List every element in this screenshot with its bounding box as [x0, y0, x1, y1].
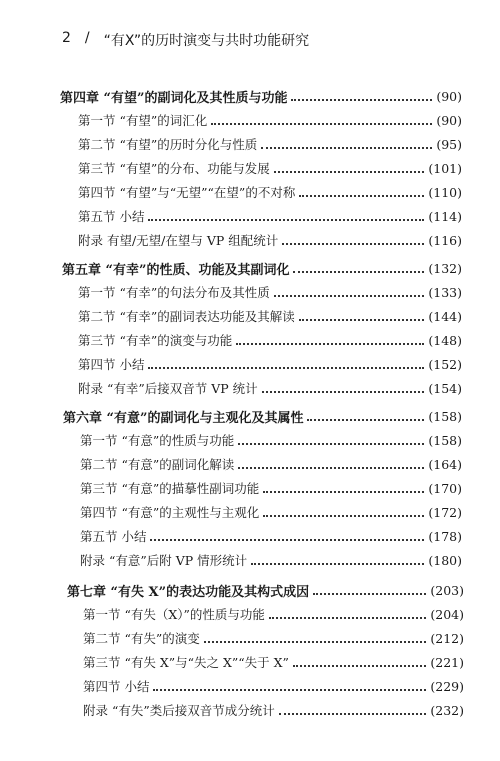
leader-dots — [293, 259, 424, 273]
entry-page: (116) — [428, 232, 462, 248]
leader-dots — [274, 283, 425, 297]
chapter-7 — [0, 578, 500, 722]
toc-entry — [0, 428, 500, 452]
toc-entry — [0, 180, 500, 204]
leader-dots — [299, 183, 424, 197]
leader-dots — [313, 581, 426, 595]
toc-entry — [0, 376, 500, 400]
entry-label: 第一节 “有幸”的句法分布及其性质 — [78, 285, 270, 300]
toc-entry — [0, 524, 500, 548]
leader-dots — [262, 379, 425, 393]
entry-label: 第二节 “有意”的副词化解读 — [80, 457, 235, 472]
leader-dots — [238, 455, 424, 469]
entry-page: (90) — [436, 112, 462, 128]
entry-label: 第三节 “有意”的描摹性副词功能 — [80, 481, 260, 496]
entry-page: (180) — [428, 552, 462, 568]
chapter-page: (90) — [436, 88, 462, 104]
entry-page: (232) — [430, 702, 464, 718]
toc-entry — [0, 476, 500, 500]
entry-label: 附录 “有意”后附 VP 情形统计 — [80, 553, 248, 568]
page-number: 2 — [62, 30, 71, 46]
chapter-page: (132) — [428, 260, 462, 276]
leader-dots — [269, 605, 426, 619]
entry-label: 第四节 “有望”与“无望”“在望”的不对称 — [78, 185, 296, 200]
leader-dots — [204, 629, 427, 643]
chapter-title: 第七章 “有失 X”的表达功能及其构式成因 — [67, 584, 310, 600]
entry-page: (148) — [428, 332, 462, 348]
leader-dots — [148, 207, 424, 221]
entry-label: 第三节 “有望”的分布、功能与发展 — [78, 161, 270, 176]
leader-dots — [282, 231, 424, 245]
entry-page: (172) — [428, 504, 462, 520]
leader-dots — [251, 551, 424, 565]
toc-entry — [0, 674, 500, 698]
entry-page: (229) — [430, 678, 464, 694]
leader-dots — [211, 111, 432, 125]
entry-page: (170) — [428, 480, 462, 496]
entry-label: 第三节 “有幸”的演变与功能 — [78, 333, 233, 348]
entry-label: 第一节 “有失（X）”的性质与功能 — [83, 607, 265, 622]
toc-entry — [0, 352, 500, 376]
chapter-title: 第五章 “有幸”的性质、功能及其副词化 — [62, 262, 290, 278]
chapter-title-row — [0, 404, 500, 428]
entry-label: 第二节 “有失”的演变 — [83, 631, 200, 646]
entry-page: (133) — [428, 284, 462, 300]
header-separator: / — [84, 30, 90, 46]
entry-label: 第一节 “有望”的词汇化 — [78, 113, 208, 128]
leader-dots — [274, 159, 425, 173]
chapter-page: (158) — [428, 408, 462, 424]
entry-label: 第四节 小结 — [78, 357, 145, 372]
leader-dots — [291, 87, 432, 101]
leader-dots — [307, 407, 424, 421]
leader-dots — [261, 135, 432, 149]
entry-page: (221) — [430, 654, 464, 670]
toc-entry — [0, 304, 500, 328]
chapter-page: (203) — [430, 582, 464, 598]
entry-page: (101) — [428, 160, 462, 176]
chapter-6 — [0, 404, 500, 572]
leader-dots — [238, 431, 424, 445]
leader-dots — [153, 677, 426, 691]
entry-page: (114) — [428, 208, 462, 224]
leader-dots — [263, 479, 424, 493]
entry-label: 附录 “有失”类后接双音节成分统计 — [83, 703, 275, 718]
toc-entry — [0, 280, 500, 304]
toc-entry — [0, 132, 500, 156]
toc-entry — [0, 650, 500, 674]
entry-page: (212) — [430, 630, 464, 646]
entry-label: 附录 有望/无望/在望与 VP 组配统计 — [78, 233, 279, 248]
book-title: “有X”的历时演变与共时功能研究 — [103, 33, 310, 49]
entry-label: 第二节 “有幸”的副词表达功能及其解读 — [78, 309, 295, 324]
toc-entry — [0, 228, 500, 252]
chapter-title-row — [0, 84, 500, 108]
leader-dots — [293, 653, 426, 667]
entry-page: (164) — [428, 456, 462, 472]
entry-page: (110) — [428, 184, 462, 200]
leader-dots — [279, 701, 427, 715]
leader-dots — [263, 503, 424, 517]
toc-entry — [0, 204, 500, 228]
entry-label: 第五节 小结 — [78, 209, 145, 224]
entry-label: 第三节 “有失 X”与“失之 X”“失于 X” — [83, 655, 289, 670]
entry-label: 附录 “有幸”后接双音节 VP 统计 — [78, 381, 258, 396]
leader-dots — [236, 331, 424, 345]
entry-page: (152) — [428, 356, 462, 372]
chapter-title: 第六章 “有意”的副词化与主观化及其属性 — [63, 410, 304, 426]
toc-entry — [0, 602, 500, 626]
toc-entry — [0, 452, 500, 476]
toc-entry — [0, 156, 500, 180]
toc-entry — [0, 500, 500, 524]
entry-label: 第一节 “有意”的性质与功能 — [80, 433, 235, 448]
leader-dots — [150, 527, 424, 541]
toc-entry — [0, 328, 500, 352]
entry-label: 第四节 “有意”的主观性与主观化 — [80, 505, 260, 520]
chapter-4 — [0, 84, 500, 252]
entry-page: (95) — [436, 136, 462, 152]
entry-page: (158) — [428, 432, 462, 448]
chapter-title-row — [0, 256, 500, 280]
leader-dots — [299, 307, 425, 321]
entry-page: (178) — [428, 528, 462, 544]
entry-page: (144) — [428, 308, 462, 324]
chapter-5 — [0, 256, 500, 400]
entry-label: 第二节 “有望”的历时分化与性质 — [78, 137, 258, 152]
entry-page: (204) — [430, 606, 464, 622]
toc-entry — [0, 108, 500, 132]
toc-entry — [0, 548, 500, 572]
leader-dots — [148, 355, 424, 369]
chapter-title-row — [0, 578, 500, 602]
chapter-title: 第四章 “有望”的副词化及其性质与功能 — [60, 90, 288, 106]
entry-label: 第五节 小结 — [80, 529, 147, 544]
entry-label: 第四节 小结 — [83, 679, 150, 694]
toc-entry — [0, 626, 500, 650]
running-header — [62, 30, 460, 50]
entry-page: (154) — [428, 380, 462, 396]
toc-entry — [0, 698, 500, 722]
